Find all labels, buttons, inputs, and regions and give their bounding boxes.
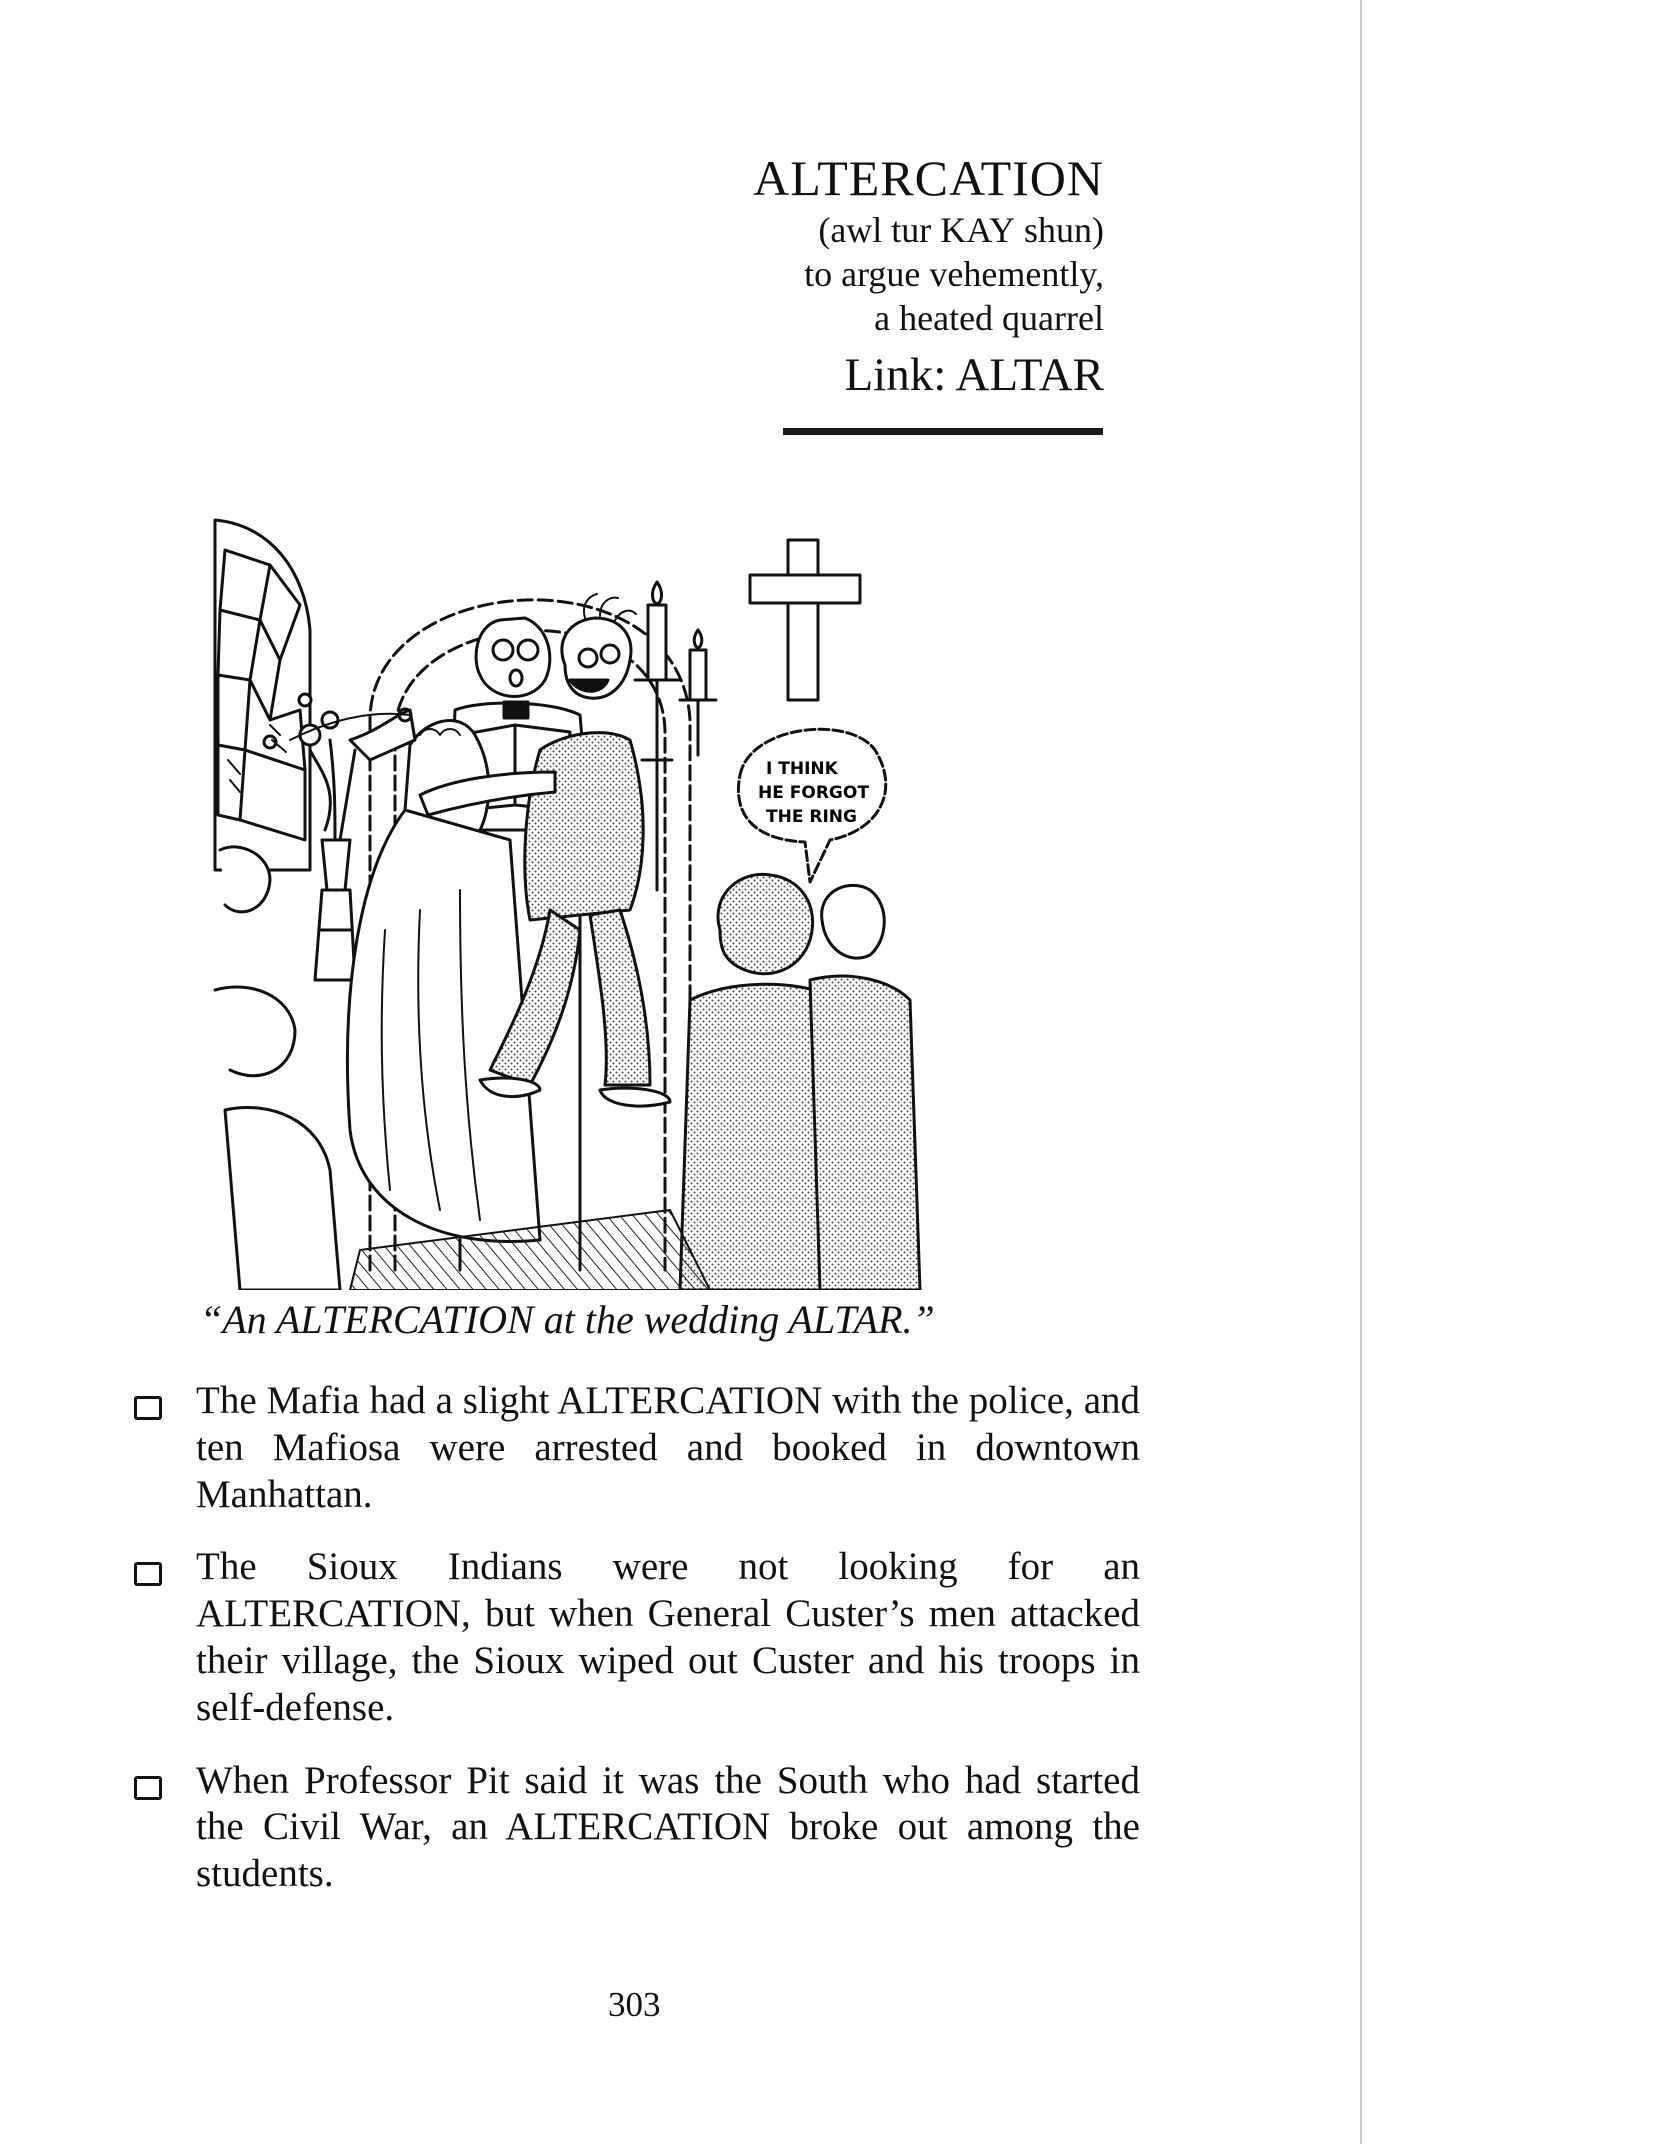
speech-line-2: HE FORGOT <box>758 783 869 803</box>
example-item <box>120 1544 1140 1731</box>
entry-word: ALTERCATION <box>753 150 1104 206</box>
example-text: The Mafia had a slight ALTERCATION with the police, and ten Mafiosa were arrested and booked in downtown Manhattan. <box>196 1379 1140 1516</box>
wedding-altar-cartoon <box>210 510 1010 1290</box>
definition-line-1: to argue vehemently, <box>804 253 1104 294</box>
cartoon-caption: “An ALTERCATION at the wedding ALTAR.” <box>200 1297 935 1342</box>
link-underline <box>783 428 1103 435</box>
example-text: When Professor Pit said it was the South who had started the Civil War, an ALTERCATION broke out among the students. <box>196 1758 1140 1896</box>
pronunciation <box>753 209 1104 253</box>
pronunciation-suffix: shun) <box>1015 210 1104 250</box>
speech-bubble <box>738 729 885 882</box>
definition-line-2: a heated quarrel <box>874 297 1104 338</box>
example-sentences <box>120 1378 1140 1924</box>
example-item <box>120 1758 1140 1898</box>
link-word: Link: ALTAR <box>844 348 1104 401</box>
example-text: The Sioux Indians were not looking for an ALTERCATION, but when General Custer’s men attacked their village, the Sioux wiped out Custer and his troops in self-defense. <box>196 1545 1140 1729</box>
pronunciation-prefix: (awl tur <box>818 210 941 250</box>
entry-header <box>753 148 1104 404</box>
checkbox-icon <box>134 1396 162 1420</box>
checkbox-icon <box>134 1776 162 1800</box>
speech-line-3: THE RING <box>766 807 857 827</box>
speech-line-1: I THINK <box>766 759 838 779</box>
stained-glass-window <box>215 520 310 870</box>
pronunciation-stress: KAY <box>940 210 1015 250</box>
page-number: 303 <box>608 1985 661 2024</box>
example-item <box>120 1378 1140 1518</box>
page-edge-line <box>1360 0 1362 2144</box>
candles <box>635 582 716 890</box>
checkbox-icon <box>134 1562 162 1586</box>
altar-cross <box>750 540 860 700</box>
